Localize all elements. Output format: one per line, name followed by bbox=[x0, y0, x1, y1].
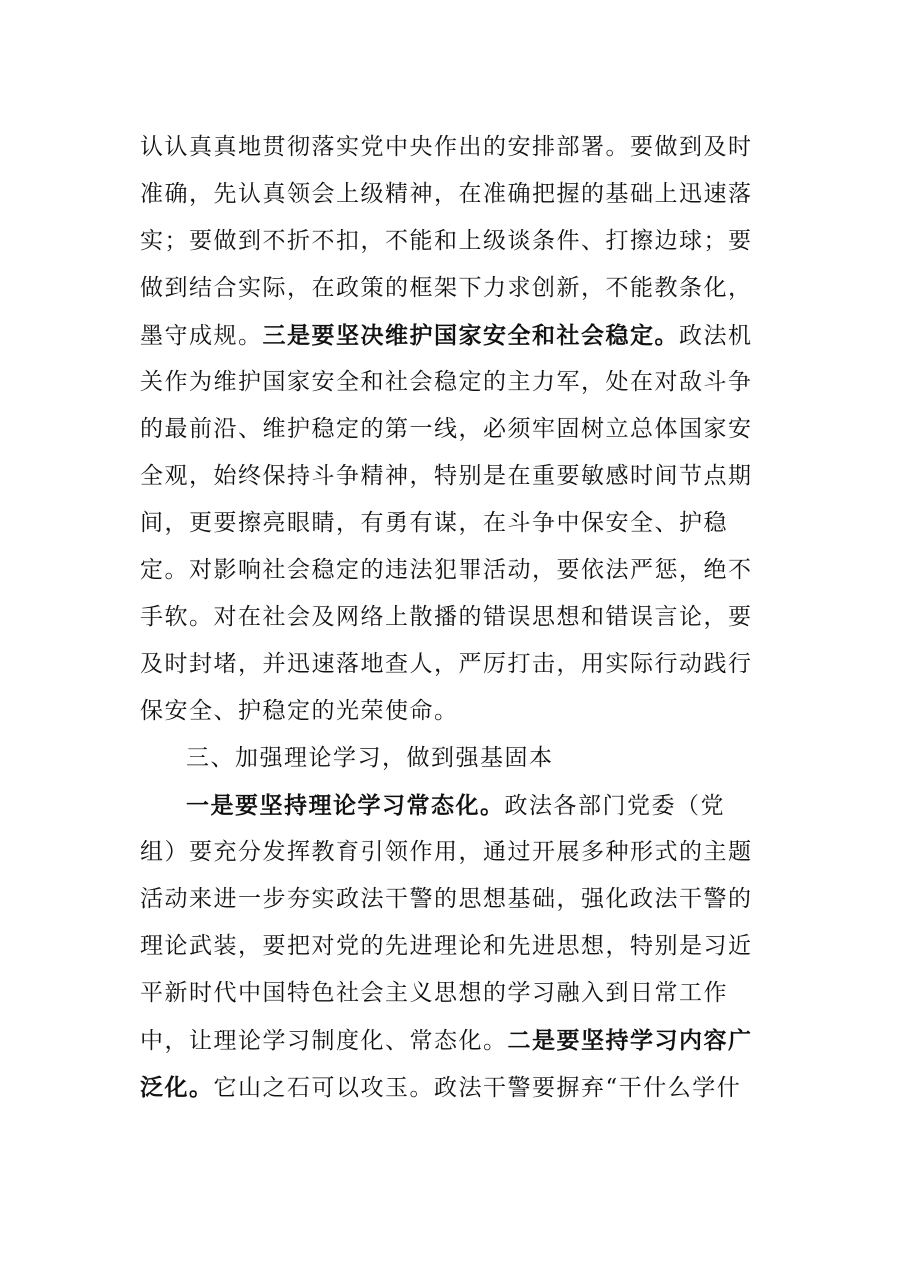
text-line bbox=[140, 923, 760, 970]
text-run: 平新时代中国特色社会主义思想的学习融入到日常工作 bbox=[140, 980, 728, 1006]
text-line bbox=[140, 406, 760, 453]
text-line bbox=[140, 641, 760, 688]
text-run: 保安全、护稳定的光荣使命。 bbox=[140, 698, 459, 724]
document-body bbox=[140, 124, 760, 1111]
text-run: 墨守成规。 bbox=[140, 323, 263, 349]
text-run: 政法各部门党委（党 bbox=[504, 793, 725, 819]
text-line bbox=[140, 688, 760, 735]
text-line bbox=[140, 970, 760, 1017]
text-run: 活动来进一步夯实政法干警的思想基础，强化政法干警的 bbox=[140, 886, 753, 912]
text-run: 实；要做到不折不扣，不能和上级谈条件、打擦边球；要 bbox=[140, 228, 753, 254]
text-run: 全观，始终保持斗争精神，特别是在重要敏感时间节点期 bbox=[140, 463, 753, 489]
text-line bbox=[140, 547, 760, 594]
text-run: 定。对影响社会稳定的违法犯罪活动，要依法严惩，绝不 bbox=[140, 557, 753, 583]
text-line bbox=[140, 500, 760, 547]
text-line bbox=[140, 876, 760, 923]
text-line bbox=[140, 265, 760, 312]
text-run: 它山之石可以攻玉。政法干警要摒弃“干什么学什 bbox=[213, 1075, 742, 1101]
bold-emphasis-text: 泛化。 bbox=[140, 1074, 214, 1101]
text-run: 做到结合实际，在政策的框架下力求创新，不能教条化， bbox=[140, 275, 753, 301]
text-run: 的最前沿、维护稳定的第一线，必须牢固树立总体国家安 bbox=[140, 416, 753, 442]
bold-emphasis-text: 二是要坚持学习内容广 bbox=[507, 1027, 753, 1054]
text-run: 组）要充分发挥教育引领作用，通过开展多种形式的主题 bbox=[140, 839, 753, 865]
text-line bbox=[140, 829, 760, 876]
text-run: 准确，先认真领会上级精神，在准确把握的基础上迅速落 bbox=[140, 181, 753, 207]
text-run: 三、加强理论学习，做到强基固本 bbox=[186, 745, 554, 771]
bold-emphasis-text: 一是要坚持理论学习常态化。 bbox=[186, 792, 505, 819]
text-run: 关作为维护国家安全和社会稳定的主力军，处在对敌斗争 bbox=[140, 369, 753, 395]
text-run: 理论武装，要把对党的先进理论和先进思想，特别是习近 bbox=[140, 933, 753, 959]
text-line bbox=[140, 171, 760, 218]
text-run: 认认真真地贯彻落实党中央作出的安排部署。要做到及时 bbox=[140, 134, 753, 160]
text-line bbox=[140, 1017, 760, 1064]
text-line bbox=[140, 1064, 760, 1111]
bold-emphasis-text: 三是要坚决维护国家安全和社会稳定。 bbox=[262, 322, 679, 349]
paragraph-first-line bbox=[140, 782, 760, 829]
text-line bbox=[140, 594, 760, 641]
text-run: 间，更要擦亮眼睛，有勇有谋，在斗争中保安全、护稳 bbox=[140, 510, 728, 536]
text-line bbox=[140, 453, 760, 500]
text-run: 手软。对在社会及网络上散播的错误思想和错误言论，要 bbox=[140, 604, 753, 630]
text-run: 政法机 bbox=[679, 323, 753, 349]
text-line bbox=[140, 359, 760, 406]
text-run: 中，让理论学习制度化、常态化。 bbox=[140, 1028, 508, 1054]
text-line bbox=[140, 218, 760, 265]
text-run: 及时封堵，并迅速落地查人，严厉打击，用实际行动践行 bbox=[140, 651, 753, 677]
text-line bbox=[140, 124, 760, 171]
text-line bbox=[140, 312, 760, 359]
paragraph-first-line bbox=[140, 735, 760, 782]
